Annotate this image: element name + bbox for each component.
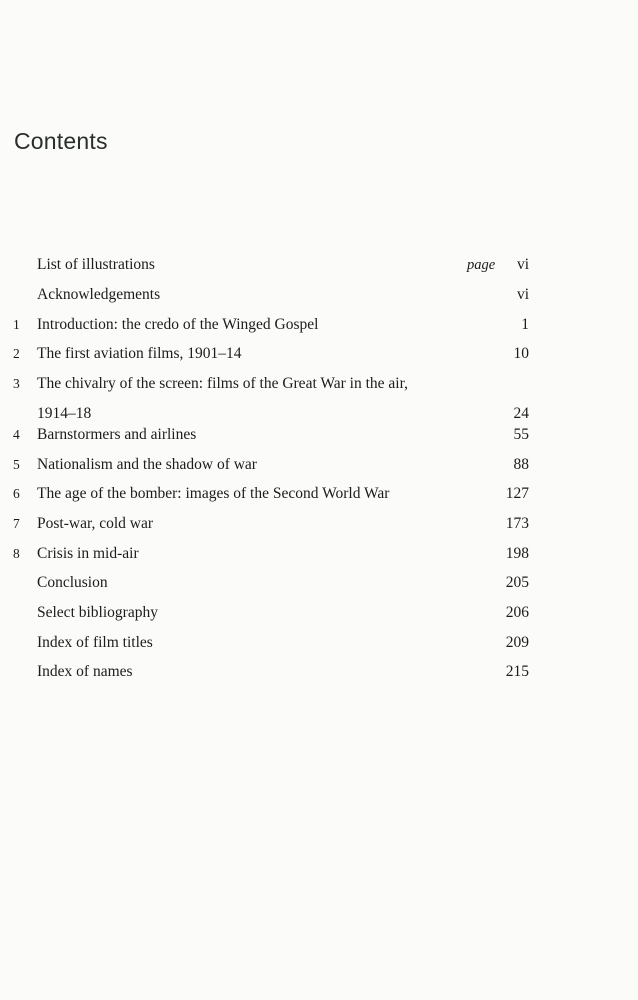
page-number: 10 [513,345,529,362]
chapter-number: 5 [13,457,20,472]
entry-title: Nationalism and the shadow of war [37,456,257,473]
entry-title-line-1: The chivalry of the screen: films of the Great War in the air, [37,375,408,392]
page-number: 206 [505,604,529,621]
page-number: 1 [521,316,529,333]
chapter-number: 3 [13,376,20,391]
entry-title: Introduction: the credo of the Winged Gospel [37,316,319,333]
entry-title-line-2: 1914–18 [37,405,92,422]
entry-title: Conclusion [37,574,108,591]
page-number: 88 [513,456,529,473]
chapter-number: 1 [13,317,20,332]
entry-title: Post-war, cold war [37,515,154,532]
page-number: 173 [505,515,529,532]
chapter-number: 8 [13,546,20,561]
page-number: 209 [505,634,529,651]
entry-title: Index of film titles [37,634,153,651]
entry-title: Crisis in mid-air [37,545,139,562]
entry-title: Barnstormers and airlines [37,426,197,443]
chapter-number: 6 [13,486,20,501]
entry-title: The age of the bomber: images of the Second World War [37,485,390,502]
entry-title: Index of names [37,663,133,680]
page-number: 24 [513,405,529,422]
page-number: 205 [505,574,529,591]
page-number: 127 [505,485,529,502]
entry-title: The first aviation films, 1901–14 [37,345,242,362]
page-title: Contents [14,128,108,154]
page-label: page [467,257,496,273]
entry-title [37,373,477,425]
chapter-number: 2 [13,346,20,361]
page-number: vi [516,286,529,303]
page-number: 215 [505,663,529,680]
entry-title: List of illustrations [37,256,155,273]
page-number: 55 [513,426,529,443]
chapter-number: 4 [13,427,20,442]
page-number: 198 [505,545,529,562]
entry-title: Select bibliography [37,604,158,621]
page-number: vi [516,256,529,273]
chapter-number: 7 [13,516,20,531]
entry-title: Acknowledgements [37,286,161,303]
